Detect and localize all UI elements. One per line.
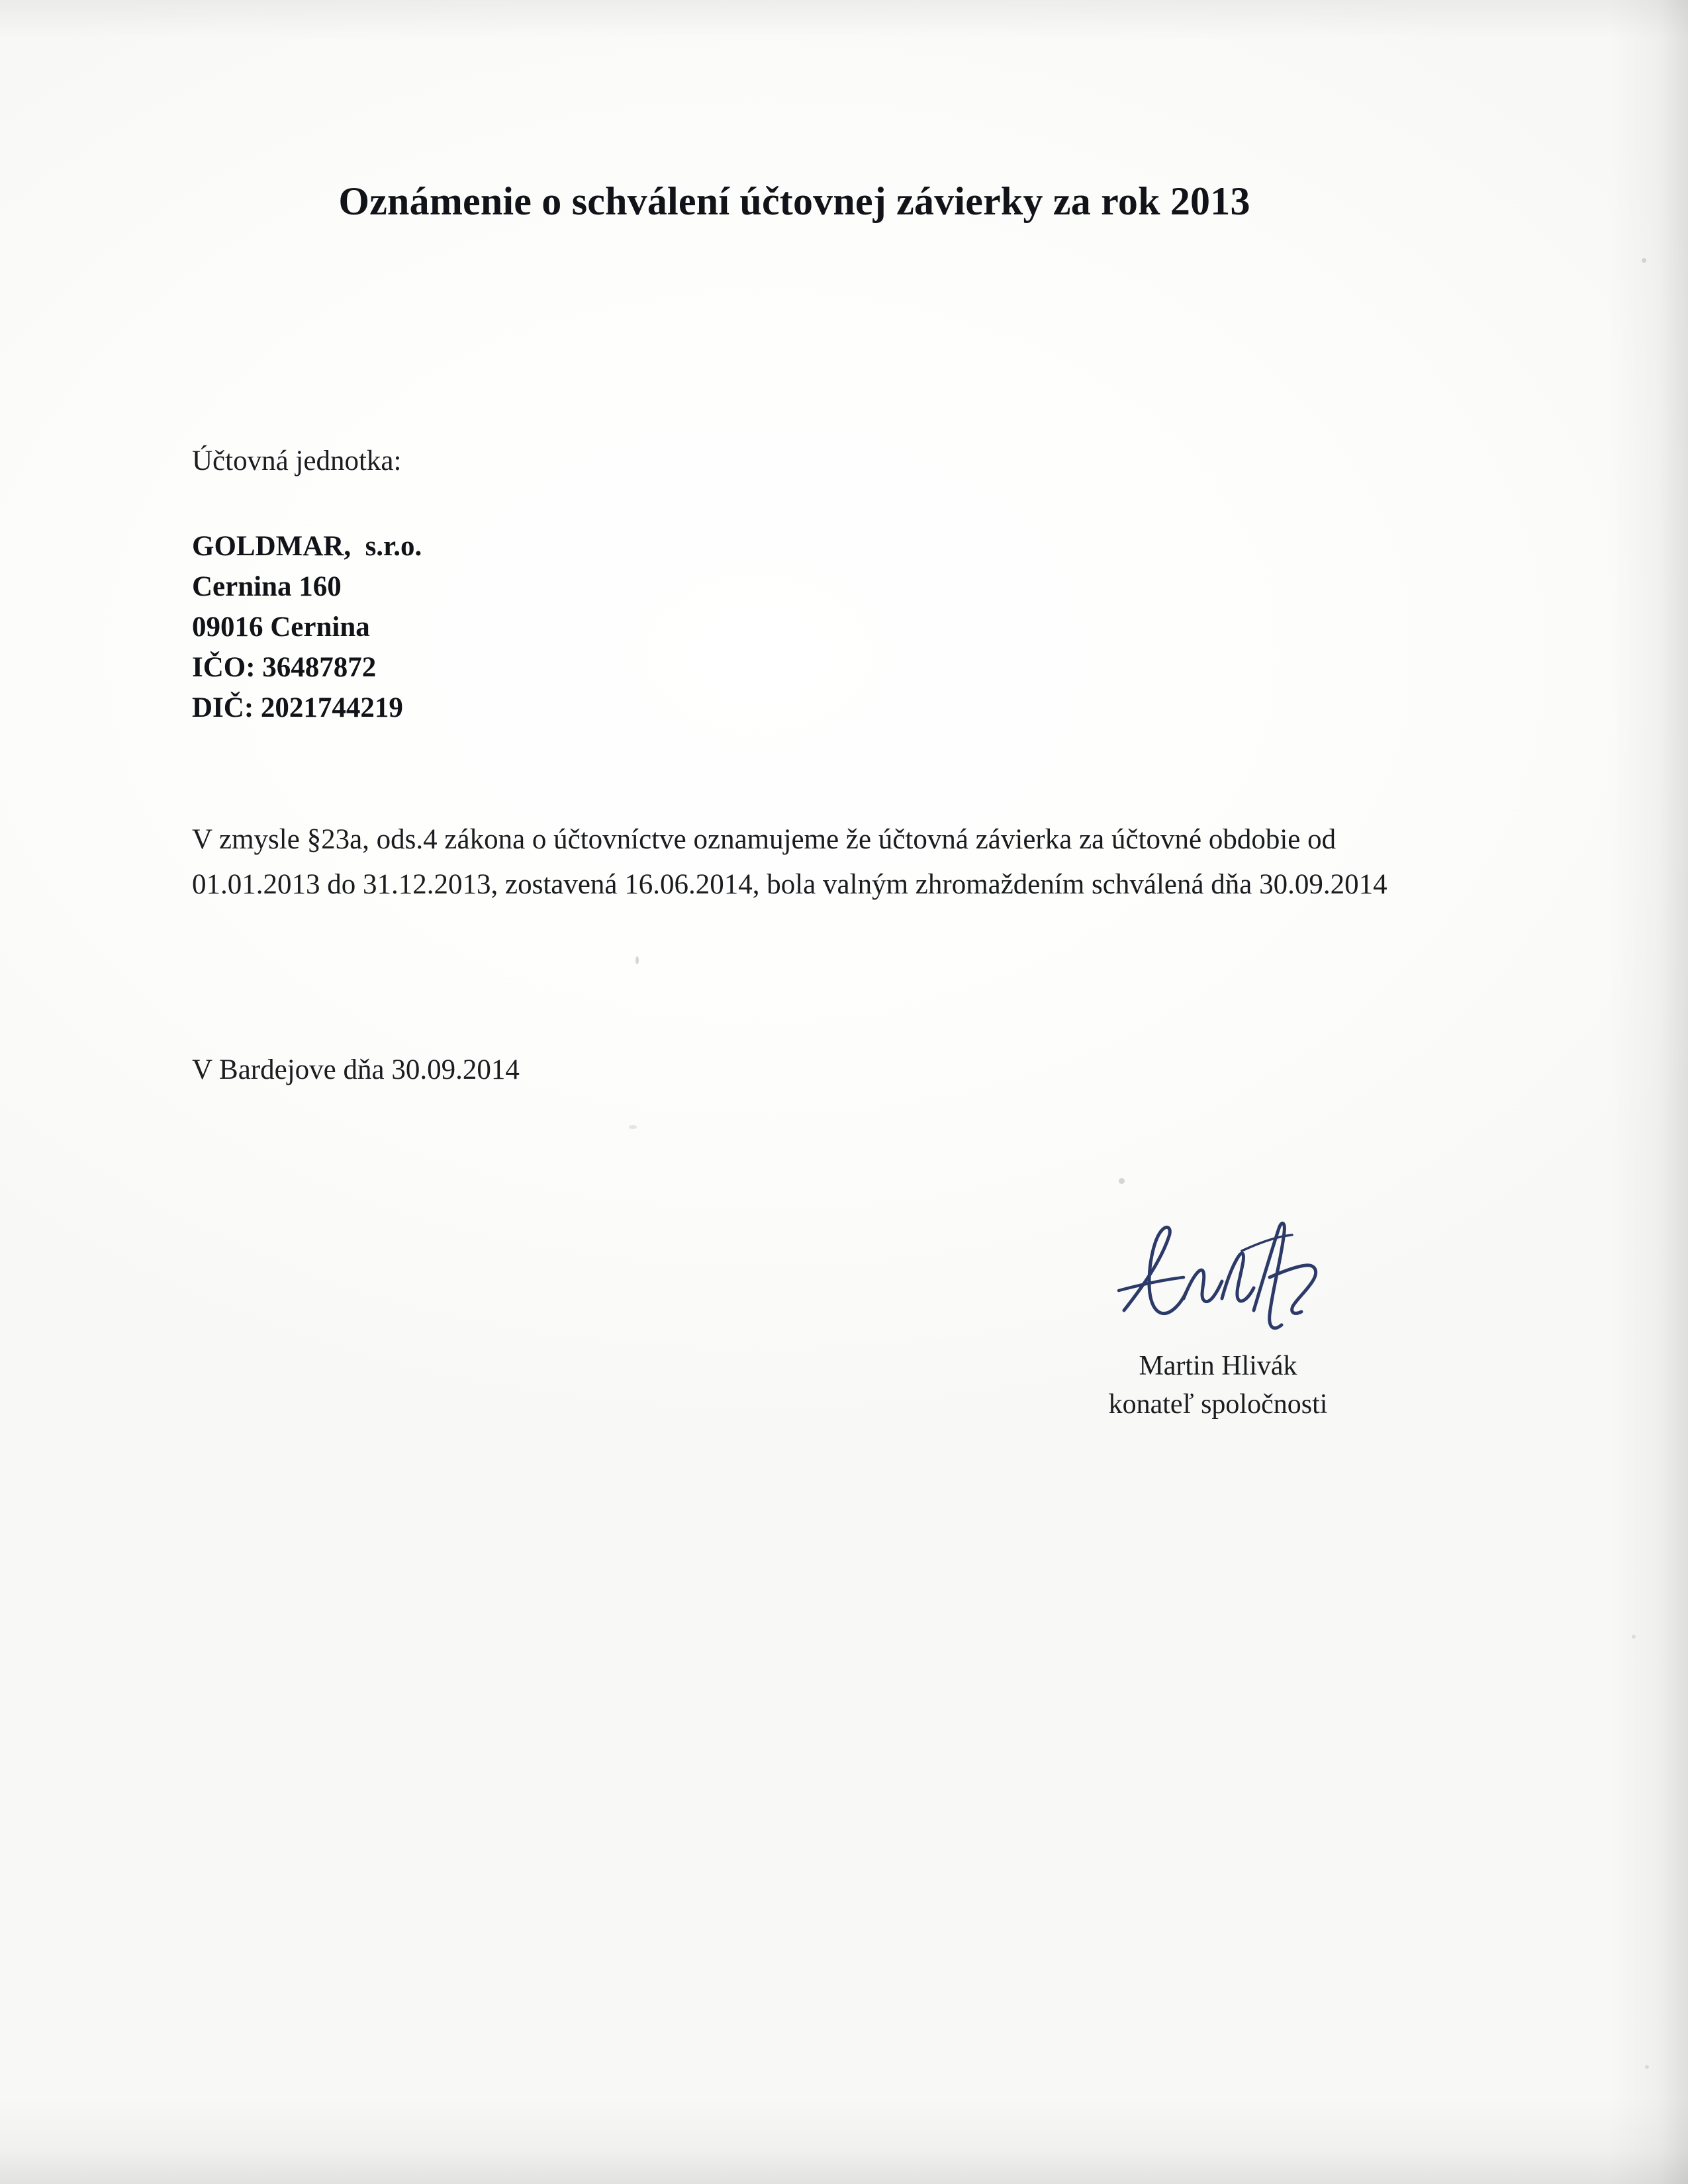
body-paragraph: V zmysle §23a, ods.4 zákona o účtovníctve oznamujeme že účtovná závierka za účtovné obdobie od 01.01.2013 do 31.12.2013, zostavená 16.06.2014, bola valným zhromaždením schválená dňa 30.09.2014 — [192, 824, 1387, 900]
signatory-name: Martin Hlivák — [1139, 1351, 1297, 1381]
company-details — [192, 526, 422, 728]
company-street: Cernina 160 — [192, 571, 342, 602]
company-dic: DIČ: 2021744219 — [192, 692, 403, 723]
place-and-date: V Bardejove dňa 30.09.2014 — [192, 1054, 520, 1085]
handwritten-signature-icon — [1112, 1211, 1331, 1350]
company-ico: IČO: 36487872 — [192, 652, 377, 683]
accounting-unit-label: Účtovná jednotka: — [192, 445, 402, 477]
company-city: 09016 Cernina — [192, 612, 370, 643]
company-name: GOLDMAR, s.r.o. — [192, 531, 422, 562]
signatory-role: konateľ spoločnosti — [1108, 1389, 1328, 1420]
page-title: Oznámenie o schválení účtovnej závierky za rok 2013 — [338, 179, 1250, 223]
